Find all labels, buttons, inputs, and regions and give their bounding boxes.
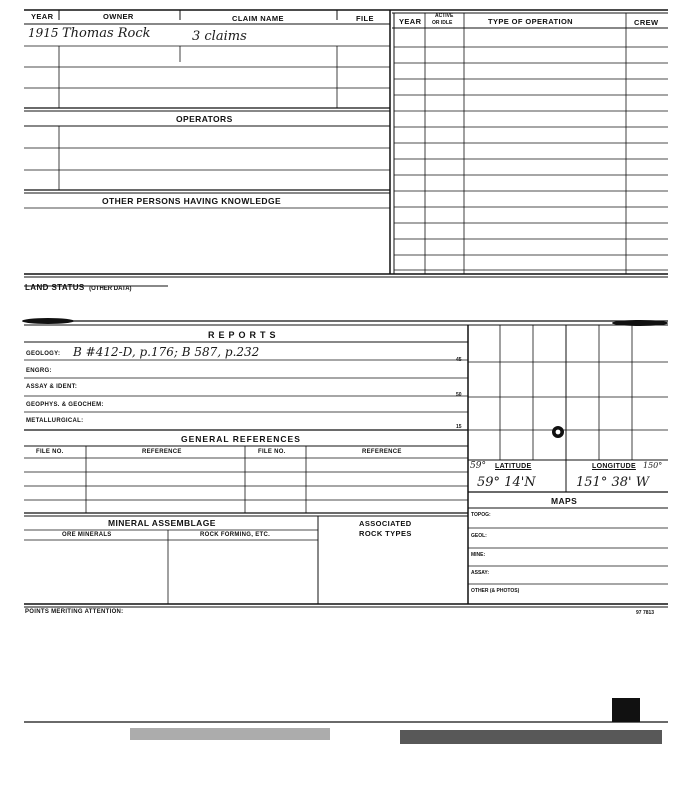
entry-year: 1915 [28,26,59,40]
geology-value: B #412-D, p.176; B 587, p.232 [73,345,260,359]
assay-ident-label: ASSAY & IDENT: [26,384,78,390]
longitude-label: LONGITUDE [592,463,636,470]
form-number: 97 7813 [636,610,655,616]
col-reference-2: REFERENCE [362,449,402,455]
maps-topog: TOPOG: [471,512,491,518]
entry-owner: Thomas Rock [62,26,151,41]
geology-label: GEOLOGY: [26,351,61,357]
operators-label: OPERATORS [176,114,233,124]
header-file: FILE [356,14,374,23]
header-year-right: YEAR [399,17,422,26]
metallurgical-label: METALLURGICAL: [26,418,84,424]
land-status-label: LAND STATUS [25,283,85,292]
land-status-sub: (OTHER DATA) [89,286,132,292]
header-or-idle: OR IDLE [432,20,453,26]
maps-mine: MINE: [471,552,486,558]
col-file-no-1: FILE NO. [36,449,64,455]
associated-label: ASSOCIATED [359,519,412,528]
header-crew: CREW [634,18,659,27]
geophys-geochem-label: GEOPHYS. & GEOCHEM: [26,402,104,408]
col-reference-1: REFERENCE [142,449,182,455]
latitude-label: LATITUDE [495,463,532,470]
col-file-no-2: FILE NO. [258,449,286,455]
longitude-value: 151° 38' W [576,475,650,490]
header-owner: OWNER [103,12,134,21]
margin-number-45: 45 [456,357,462,363]
points-meriting-attention-label: POINTS MERITING ATTENTION: [25,609,124,615]
ore-minerals-label: ORE MINERALS [62,532,112,538]
header-claim-name: CLAIM NAME [232,14,284,23]
rock-forming-label: ROCK FORMING, ETC. [200,532,271,538]
maps-geol: GEOL: [471,533,487,539]
maps-other-photos: OTHER (& PHOTOS) [471,588,520,594]
engrg-label: ENGRG: [26,368,52,374]
other-persons-label: OTHER PERSONS HAVING KNOWLEDGE [102,196,282,206]
margin-number-50: 50 [456,392,462,398]
header-year: YEAR [31,12,54,21]
longitude-suffix: 150° [643,461,663,470]
reports-title: REPORTS [208,330,280,340]
header-type-of-operation: TYPE OF OPERATION [488,17,574,26]
latitude-prefix: 59° [470,461,486,471]
mineral-assemblage-title: MINERAL ASSEMBLAGE [108,518,216,528]
land-status-heading [25,277,132,295]
header-active: ACTIVE [435,13,454,19]
maps-assay: ASSAY: [471,570,490,576]
rock-types-label: ROCK TYPES [359,529,412,538]
general-references-title: GENERAL REFERENCES [181,434,301,444]
margin-number-15: 15 [456,424,462,430]
maps-title: MAPS [551,496,578,506]
entry-claim-name: 3 claims [192,29,247,44]
latitude-value: 59° 14'N [477,475,536,490]
